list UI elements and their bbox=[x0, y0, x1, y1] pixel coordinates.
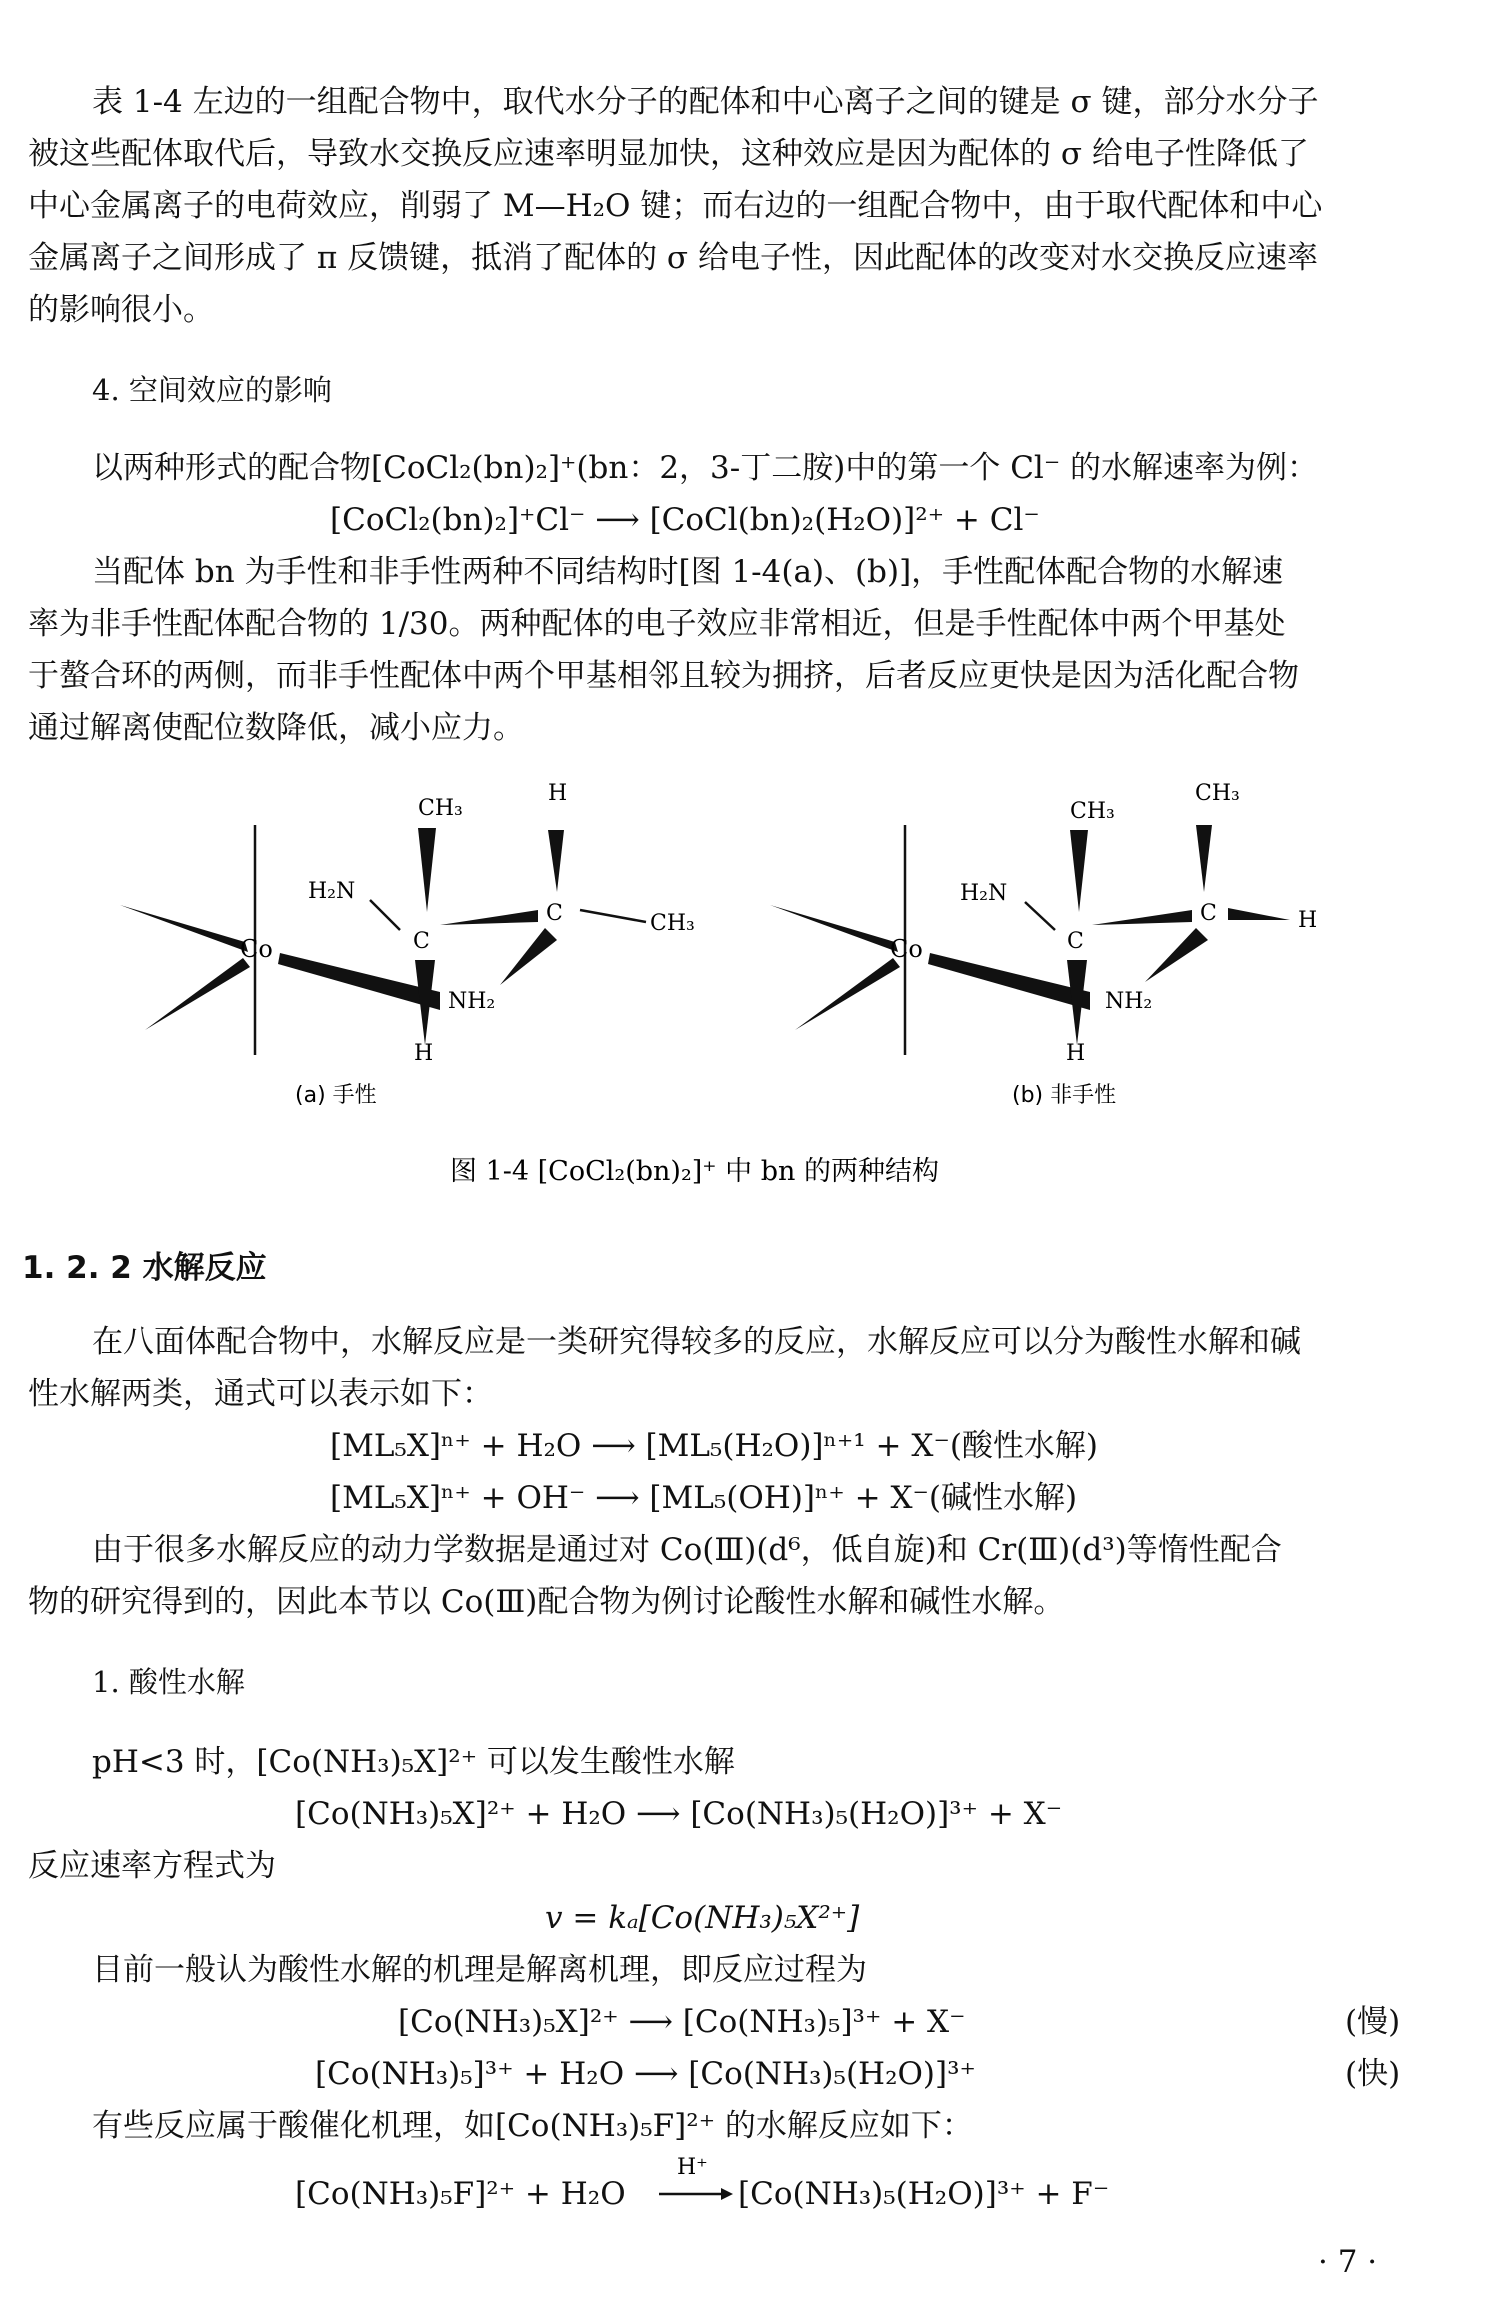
section-heading: 4. 空间效应的影响 bbox=[92, 373, 332, 407]
catalysed-arrow bbox=[655, 2152, 735, 2212]
atom-label: CH₃ bbox=[1070, 799, 1115, 824]
atom-label: CH₃ bbox=[650, 911, 695, 936]
wedge-bond bbox=[1092, 910, 1192, 925]
atom-label: C bbox=[546, 901, 563, 926]
wedge-bond bbox=[1070, 830, 1088, 912]
wedge-bond bbox=[145, 958, 250, 1030]
paragraph-line: 于螯合环的两侧，而非手性配体中两个甲基相邻且较为拥挤，后者反应更快是因为活化配合物 bbox=[28, 658, 1299, 694]
equation: [ML₅X]ⁿ⁺ + H₂O ⟶ [ML₅(H₂O)]ⁿ⁺¹ + X⁻(酸性水解) bbox=[330, 1428, 1099, 1464]
paragraph-line: 金属离子之间形成了 π 反馈键，抵消了配体的 σ 给电子性，因此配体的改变对水交换反应速率 bbox=[28, 240, 1318, 276]
section-heading: 1. 2. 2 水解反应 bbox=[22, 1250, 267, 1286]
paragraph-line: 反应速率方程式为 bbox=[28, 1848, 276, 1884]
equation: [Co(NH₃)₅X]²⁺ ⟶ [Co(NH₃)₅]³⁺ + X⁻ bbox=[398, 2004, 966, 2040]
figure-subcaption: (b) 非手性 bbox=[1012, 1083, 1117, 1108]
atom-label: H bbox=[548, 781, 568, 806]
atom-label: C bbox=[413, 929, 430, 954]
paragraph-line: 中心金属离子的电荷效应，削弱了 M—H₂O 键；而右边的一组配合物中，由于取代配体和中心 bbox=[28, 188, 1323, 224]
paragraph-line: 率为非手性配体配合物的 1/30。两种配体的电子效应非常相近，但是手性配体中两个甲基处 bbox=[28, 606, 1286, 642]
paragraph-line: 目前一般认为酸性水解的机理是解离机理，即反应过程为 bbox=[92, 1952, 867, 1988]
paragraph-line: 在八面体配合物中，水解反应是一类研究得较多的反应，水解反应可以分为酸性水解和碱 bbox=[92, 1324, 1301, 1360]
paragraph-line: 被这些配体取代后，导致水交换反应速率明显加快，这种效应是因为配体的 σ 给电子性降低了 bbox=[28, 136, 1309, 172]
paragraph-line: pH<3 时，[Co(NH₃)₅X]²⁺ 可以发生酸性水解 bbox=[92, 1744, 735, 1780]
equation: [CoCl₂(bn)₂]⁺Cl⁻ ⟶ [CoCl(bn)₂(H₂O)]²⁺ + Cl⁻ bbox=[330, 502, 1040, 538]
page-number: · 7 · bbox=[1318, 2244, 1378, 2280]
atom-label: H bbox=[414, 1041, 434, 1066]
wedge-bond bbox=[500, 928, 557, 985]
figure-1-4 bbox=[0, 770, 1500, 1210]
atom-label: CH₃ bbox=[418, 796, 463, 821]
paragraph-line: 通过解离使配位数降低，减小应力。 bbox=[28, 710, 524, 746]
atom-label: CH₃ bbox=[1195, 781, 1240, 806]
atom-label: C bbox=[1200, 901, 1217, 926]
atom-label: NH₂ bbox=[1105, 989, 1153, 1014]
paragraph-line: 表 1-4 左边的一组配合物中，取代水分子的配体和中心离子之间的键是 σ 键，部分水分子 bbox=[92, 84, 1319, 120]
wedge-bond bbox=[418, 828, 436, 912]
paragraph-line: 的影响很小。 bbox=[28, 292, 214, 328]
structure-b bbox=[770, 781, 1317, 1108]
equation: [Co(NH₃)₅]³⁺ + H₂O ⟶ [Co(NH₃)₅(H₂O)]³⁺ bbox=[315, 2056, 976, 2092]
atom-label: NH₂ bbox=[448, 989, 496, 1014]
paragraph-line: 以两种形式的配合物[CoCl₂(bn)₂]⁺(bn：2，3-丁二胺)中的第一个 Cl⁻ 的水解速率为例： bbox=[92, 450, 1319, 486]
wedge-bond bbox=[1145, 928, 1208, 982]
equation-note: (快) bbox=[1345, 2056, 1401, 2092]
wedge-bond bbox=[770, 905, 898, 952]
equation-right: [Co(NH₃)₅(H₂O)]³⁺ + F⁻ bbox=[738, 2176, 1110, 2212]
equation: [ML₅X]ⁿ⁺ + OH⁻ ⟶ [ML₅(OH)]ⁿ⁺ + X⁻(碱性水解) bbox=[330, 1480, 1078, 1516]
atom-label: H bbox=[1298, 908, 1318, 933]
rate-equation: v = kₐ[Co(NH₃)₅X²⁺] bbox=[545, 1900, 860, 1936]
structure-a bbox=[120, 781, 695, 1108]
atom-label: H₂N bbox=[308, 879, 356, 904]
paragraph-line: 性水解两类，通式可以表示如下： bbox=[28, 1376, 493, 1412]
arrow-label: H⁺ bbox=[677, 2155, 708, 2180]
atom-label: C bbox=[1067, 929, 1084, 954]
figure-caption: 图 1-4 [CoCl₂(bn)₂]⁺ 中 bn 的两种结构 bbox=[450, 1156, 939, 1187]
paragraph-line: 由于很多水解反应的动力学数据是通过对 Co(Ⅲ)(d⁶，低自旋)和 Cr(Ⅲ)(d³)等惰性配合 bbox=[92, 1532, 1282, 1568]
equation-note: (慢) bbox=[1345, 2004, 1401, 2040]
wedge-bond bbox=[1196, 825, 1212, 892]
subsection-heading: 1. 酸性水解 bbox=[92, 1665, 245, 1699]
wedge-bond bbox=[120, 905, 248, 952]
wedge-bond bbox=[795, 958, 900, 1030]
figure-subcaption: (a) 手性 bbox=[295, 1083, 377, 1108]
paragraph-line: 当配体 bn 为手性和非手性两种不同结构时[图 1-4(a)、(b)]，手性配体配合物的水解速 bbox=[92, 554, 1284, 590]
paragraph-line: 物的研究得到的，因此本节以 Co(Ⅲ)配合物为例讨论酸性水解和碱性水解。 bbox=[28, 1584, 1065, 1620]
wedge-bond bbox=[928, 953, 1090, 1010]
equation-left: [Co(NH₃)₅F]²⁺ + H₂O bbox=[295, 2176, 626, 2212]
wedge-bond bbox=[440, 910, 538, 925]
equation: [Co(NH₃)₅X]²⁺ + H₂O ⟶ [Co(NH₃)₅(H₂O)]³⁺ + X⁻ bbox=[295, 1796, 1063, 1832]
atom-label: Co bbox=[890, 935, 923, 963]
atom-label: Co bbox=[240, 935, 273, 963]
atom-label: H bbox=[1066, 1041, 1086, 1066]
wedge-bond bbox=[1228, 908, 1290, 920]
paragraph-line: 有些反应属于酸催化机理，如[Co(NH₃)₅F]²⁺ 的水解反应如下： bbox=[92, 2108, 973, 2144]
wedge-bond bbox=[548, 830, 564, 892]
atom-label: H₂N bbox=[960, 881, 1008, 906]
